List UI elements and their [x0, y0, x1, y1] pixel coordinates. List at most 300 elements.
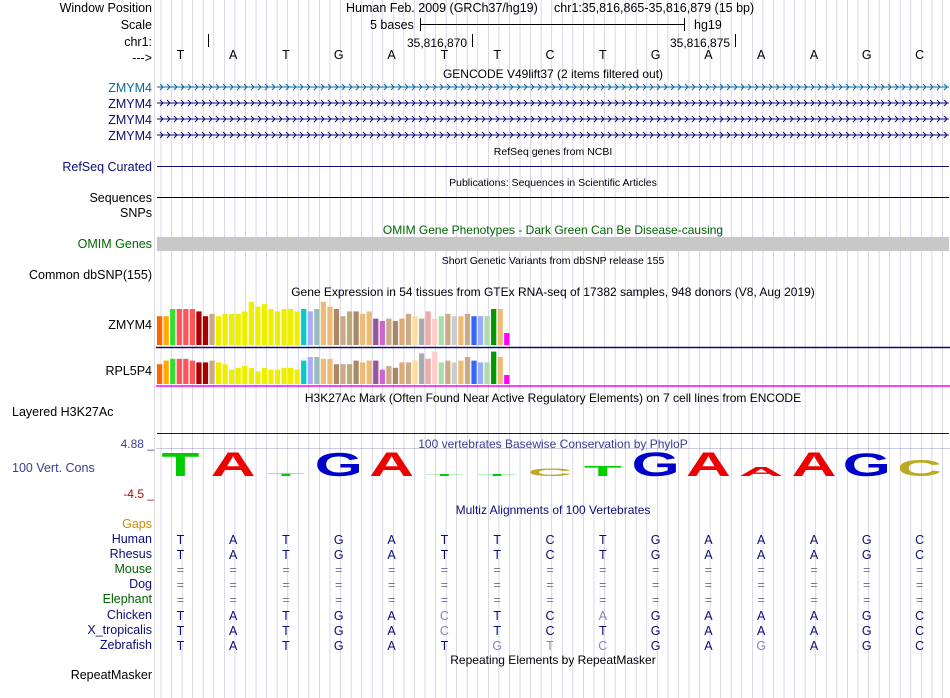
gtex-gene-label[interactable]: ZMYM4	[108, 318, 152, 332]
multiz-base: A	[704, 638, 713, 653]
gtex-bar[interactable]	[209, 314, 214, 345]
gtex-bar[interactable]	[262, 368, 267, 384]
gtex-bar[interactable]	[367, 361, 372, 384]
gtex-bar[interactable]	[209, 361, 214, 384]
conservation-letter: T	[425, 473, 464, 477]
gtex-bar[interactable]	[426, 359, 431, 384]
ruler-coord-1: 35,816,870	[407, 36, 468, 50]
gtex-bar[interactable]	[504, 333, 509, 345]
sequence-base: A	[387, 48, 396, 62]
refseq-track-title: RefSeq genes from NCBI	[493, 146, 613, 158]
conservation-letter: G	[842, 448, 891, 484]
gencode-transcripts[interactable]	[156, 80, 950, 144]
multiz-base: A	[809, 533, 819, 547]
gencode-item-label[interactable]: ZMYM4	[108, 129, 152, 143]
h3k27ac-track-label[interactable]: Layered H3K27Ac	[12, 405, 114, 419]
gtex-bar[interactable]	[419, 353, 424, 384]
multiz-base: T	[282, 548, 290, 563]
sequence-base: G	[333, 48, 344, 62]
multiz-base: T	[282, 623, 290, 638]
conservation-min-label: -4.5 _	[123, 487, 154, 501]
multiz-base: =	[599, 563, 607, 578]
multiz-base: T	[440, 638, 449, 653]
gtex-bar[interactable]	[295, 370, 300, 384]
conservation-track-title: 100 vertebrates Basewise Conservation by PhyloP	[418, 437, 688, 451]
sequence-base: T	[282, 48, 290, 62]
multiz-base: =	[493, 593, 501, 608]
publications-line[interactable]	[157, 197, 949, 198]
multiz-base: =	[176, 593, 185, 608]
gtex-bar[interactable]	[393, 321, 398, 345]
multiz-base: A	[387, 533, 396, 547]
multiz-base: A	[229, 623, 238, 638]
gtex-bar[interactable]	[432, 319, 437, 345]
gtex-bar[interactable]	[249, 368, 254, 384]
gtex-bar[interactable]	[412, 361, 417, 384]
multiz-base: =	[229, 563, 237, 578]
gtex-bar[interactable]	[288, 309, 293, 345]
multiz-base: G	[650, 623, 661, 638]
multiz-base: A	[757, 533, 766, 547]
conservation-max-label: 4.88 _	[120, 437, 154, 451]
gtex-bar[interactable]	[236, 314, 241, 345]
multiz-base: G	[650, 608, 661, 623]
gtex-bar[interactable]	[183, 309, 188, 345]
gtex-bar[interactable]	[471, 361, 476, 384]
gtex-bar[interactable]	[406, 314, 411, 345]
gtex-bar[interactable]	[478, 316, 483, 345]
multiz-base: G	[650, 638, 661, 653]
conservation-letter: G	[314, 448, 363, 484]
scale-bar-right-tick	[684, 18, 685, 31]
multiz-base: =	[810, 578, 818, 593]
multiz-species-label[interactable]: Mouse	[114, 562, 152, 577]
multiz-base: A	[387, 608, 396, 623]
gtex-bar[interactable]	[275, 311, 280, 345]
gtex-bar[interactable]	[314, 357, 319, 384]
conservation-letter: A	[738, 464, 784, 479]
multiz-base: T	[176, 548, 185, 563]
multiz-base: T	[176, 623, 185, 638]
multiz-base: A	[809, 623, 819, 638]
multiz-base: =	[599, 578, 607, 593]
gtex-bar[interactable]	[196, 362, 201, 384]
gencode-item-label[interactable]: ZMYM4	[108, 81, 152, 95]
gtex-bar[interactable]	[498, 309, 503, 345]
multiz-base: T	[493, 548, 501, 563]
scale-bar-left-tick	[420, 18, 421, 31]
multiz-base: T	[598, 548, 607, 563]
multiz-base: =	[387, 578, 396, 593]
assembly-text: Human Feb. 2009 (GRCh37/hg19)	[346, 1, 538, 15]
gtex-bar[interactable]	[399, 319, 404, 345]
gtex-bar[interactable]	[275, 370, 280, 384]
multiz-base: A	[229, 638, 238, 653]
gtex-bar[interactable]	[340, 316, 345, 345]
multiz-base: G	[861, 638, 872, 653]
multiz-base: C	[545, 608, 555, 623]
multiz-gaps-label[interactable]: Gaps	[122, 517, 152, 531]
multiz-base: A	[598, 608, 607, 623]
multiz-base: =	[546, 578, 554, 593]
gtex-bar[interactable]	[354, 311, 359, 345]
sequence-base: T	[440, 48, 449, 62]
publications-track-label[interactable]: Sequences	[89, 191, 152, 205]
gtex-bar[interactable]	[321, 302, 326, 345]
gtex-bar[interactable]	[170, 309, 175, 345]
multiz-base: =	[229, 593, 237, 608]
multiz-base: A	[387, 638, 396, 653]
multiz-base: =	[282, 578, 290, 593]
gtex-bar[interactable]	[190, 309, 195, 345]
gtex-bar[interactable]	[216, 362, 221, 384]
multiz-base: =	[440, 578, 449, 593]
strand-label: --->	[132, 51, 152, 65]
gtex-bar[interactable]	[229, 314, 234, 345]
sequence-base: A	[229, 48, 238, 62]
gtex-bar[interactable]	[393, 368, 398, 384]
gtex-bar[interactable]	[406, 362, 411, 384]
multiz-base: A	[229, 548, 238, 563]
multiz-base: A	[704, 608, 713, 623]
multiz-base: C	[545, 623, 555, 638]
gtex-bar[interactable]	[504, 375, 509, 384]
multiz-base: T	[493, 533, 501, 547]
omim-track-label[interactable]: OMIM Genes	[77, 237, 152, 251]
multiz-base: =	[757, 593, 765, 608]
gtex-bar[interactable]	[439, 362, 444, 384]
multiz-base: =	[176, 563, 185, 578]
window-position-label: Window Position	[59, 1, 152, 15]
multiz-base: =	[704, 593, 713, 608]
multiz-base: C	[915, 533, 925, 547]
sequence-base: A	[809, 48, 819, 62]
multiz-base: =	[810, 593, 818, 608]
multiz-base: T	[176, 608, 185, 623]
gtex-bar[interactable]	[242, 311, 247, 345]
gtex-bar[interactable]	[491, 352, 496, 384]
snps-track-label[interactable]: SNPs	[120, 206, 152, 220]
multiz-base: =	[757, 563, 765, 578]
gtex-bar[interactable]	[380, 321, 385, 345]
multiz-base: A	[809, 548, 819, 563]
multiz-base: T	[282, 533, 290, 547]
gtex-bar[interactable]	[380, 370, 385, 384]
multiz-track-title: Multiz Alignments of 100 Vertebrates	[455, 503, 651, 517]
multiz-base: T	[440, 533, 449, 547]
gtex-bar[interactable]	[268, 309, 273, 345]
scale-label: Scale	[120, 18, 152, 32]
gtex-bar[interactable]	[255, 371, 260, 384]
multiz-base: C	[439, 623, 449, 638]
multiz-base: =	[599, 593, 607, 608]
gtex-bar[interactable]	[386, 319, 391, 345]
multiz-base: =	[493, 578, 501, 593]
gtex-bar[interactable]	[223, 314, 228, 345]
gtex-bar[interactable]	[249, 302, 254, 345]
multiz-base: C	[545, 548, 555, 563]
gtex-bar[interactable]	[281, 309, 286, 345]
sequence-base: G	[861, 48, 872, 62]
multiz-base: =	[440, 563, 449, 578]
multiz-base: G	[333, 533, 344, 547]
multiz-species-label[interactable]: Zebrafish	[99, 637, 152, 652]
multiz-base: =	[282, 563, 290, 578]
gtex-bar-chart[interactable]	[156, 298, 950, 390]
multiz-base: A	[704, 548, 713, 563]
multiz-base: T	[546, 638, 554, 653]
refseq-track-label[interactable]: RefSeq Curated	[62, 160, 152, 174]
gtex-bar[interactable]	[498, 357, 503, 384]
multiz-base: A	[387, 623, 396, 638]
multiz-base: A	[809, 608, 819, 623]
multiz-base: =	[651, 563, 660, 578]
gtex-bar[interactable]	[308, 357, 313, 384]
multiz-base: G	[861, 548, 872, 563]
multiz-base: G	[650, 548, 661, 563]
conservation-letter: A	[791, 448, 837, 484]
sequence-base: C	[545, 48, 555, 62]
multiz-base: =	[704, 578, 713, 593]
scale-text: 5 bases	[370, 18, 414, 32]
gtex-bar[interactable]	[478, 362, 483, 384]
conservation-letter: G	[631, 448, 680, 484]
conservation-logo[interactable]	[156, 448, 950, 498]
gtex-bar[interactable]	[327, 359, 332, 384]
multiz-base: G	[650, 533, 661, 547]
gtex-bar[interactable]	[203, 362, 208, 384]
gtex-bar[interactable]	[327, 307, 332, 345]
multiz-base: =	[546, 563, 554, 578]
sequence-base: G	[650, 48, 661, 62]
gtex-bar[interactable]	[242, 366, 247, 384]
multiz-base: G	[333, 548, 344, 563]
multiz-species-label[interactable]: Dog	[129, 577, 152, 592]
gencode-item-label[interactable]: ZMYM4	[108, 113, 152, 127]
gtex-bar[interactable]	[347, 311, 352, 345]
gtex-bar[interactable]	[419, 319, 424, 345]
multiz-base: C	[915, 608, 925, 623]
multiz-base: T	[493, 608, 501, 623]
gtex-bar[interactable]	[295, 311, 300, 345]
gtex-bar[interactable]	[347, 364, 352, 384]
ruler-tick-1	[472, 34, 473, 47]
multiz-base: T	[282, 608, 290, 623]
repeatmasker-track-title: Repeating Elements by RepeatMasker	[450, 653, 656, 667]
multiz-base: T	[598, 623, 607, 638]
gtex-bar[interactable]	[439, 316, 444, 345]
gtex-bar[interactable]	[281, 368, 286, 384]
gtex-bar[interactable]	[373, 361, 378, 384]
multiz-base: =	[440, 593, 449, 608]
position-text[interactable]: chr1:35,816,865-35,816,879 (15 bp)	[554, 1, 755, 15]
gtex-bar[interactable]	[399, 362, 404, 384]
gtex-bar[interactable]	[334, 309, 339, 345]
gtex-gene-label[interactable]: RPL5P4	[105, 364, 152, 378]
multiz-base: =	[546, 593, 554, 608]
gtex-bar[interactable]	[471, 316, 476, 345]
multiz-base: =	[704, 563, 713, 578]
gtex-bar[interactable]	[223, 364, 228, 384]
multiz-base: C	[915, 623, 925, 638]
gtex-bar[interactable]	[386, 366, 391, 384]
gtex-bar[interactable]	[177, 359, 182, 384]
multiz-base: =	[863, 593, 871, 608]
conservation-letter: A	[210, 448, 256, 484]
multiz-species-label[interactable]: Rhesus	[109, 547, 152, 562]
gtex-bar[interactable]	[236, 368, 241, 384]
conservation-letter: A	[369, 448, 414, 484]
gtex-bar[interactable]	[465, 357, 470, 384]
sequence-base: T	[176, 48, 185, 62]
gtex-bar[interactable]	[360, 362, 365, 384]
gtex-bar[interactable]	[314, 309, 319, 345]
multiz-base: C	[915, 548, 925, 563]
gtex-bar[interactable]	[157, 364, 162, 384]
multiz-base: G	[333, 608, 344, 623]
sequence-base: A	[704, 48, 713, 62]
multiz-base: G	[861, 623, 872, 638]
gencode-track-title: GENCODE V49lift37 (2 items filtered out)	[442, 67, 664, 81]
gtex-bar[interactable]	[360, 314, 365, 345]
dbsnp-track-label[interactable]: Common dbSNP(155)	[29, 268, 152, 282]
gtex-bar[interactable]	[334, 364, 339, 384]
multiz-base: T	[440, 548, 449, 563]
multiz-base: =	[651, 578, 660, 593]
multiz-base: A	[229, 608, 238, 623]
multiz-base: =	[915, 563, 924, 578]
conservation-letter: A	[686, 448, 731, 484]
gtex-bar[interactable]	[452, 362, 457, 384]
multiz-base: G	[333, 638, 344, 653]
gtex-bar[interactable]	[412, 316, 417, 345]
multiz-base: A	[757, 623, 766, 638]
gtex-bar[interactable]	[216, 316, 221, 345]
multiz-species-label[interactable]: Chicken	[106, 607, 152, 622]
gtex-bar[interactable]	[229, 370, 234, 384]
sequence-base: C	[915, 48, 925, 62]
gtex-bar[interactable]	[308, 311, 313, 345]
ruler-coord-2: 35,816,875	[670, 36, 731, 50]
multiz-base: =	[387, 593, 396, 608]
gtex-bar[interactable]	[458, 361, 463, 384]
gtex-bar[interactable]	[164, 316, 169, 345]
multiz-base: A	[757, 608, 766, 623]
multiz-base: C	[915, 638, 925, 653]
ruler-tick-start	[208, 34, 209, 47]
multiz-base: C	[439, 608, 449, 623]
repeatmasker-track-label[interactable]: RepeatMasker	[70, 668, 152, 682]
gtex-bar[interactable]	[301, 361, 306, 384]
gtex-bar[interactable]	[432, 352, 437, 384]
multiz-base: T	[176, 533, 185, 547]
gtex-bar[interactable]	[190, 361, 195, 384]
ruler-tick-2	[735, 34, 736, 47]
multiz-base: =	[493, 563, 501, 578]
conservation-track-label[interactable]: 100 Vert. Cons	[12, 461, 95, 475]
gtex-bar[interactable]	[485, 362, 490, 384]
conservation-letter: C	[897, 455, 942, 481]
multiz-base: =	[387, 563, 396, 578]
multiz-species-label[interactable]: Elephant	[102, 592, 152, 607]
gtex-bar[interactable]	[255, 307, 260, 345]
gtex-bar[interactable]	[354, 361, 359, 384]
gtex-bar[interactable]	[373, 319, 378, 345]
gtex-bar[interactable]	[491, 309, 496, 345]
h3k27ac-track-title: H3K27Ac Mark (Often Found Near Active Regulatory Elements) on 7 cell lines from ENCODE	[304, 391, 802, 405]
multiz-base: G	[861, 533, 872, 547]
multiz-base: =	[229, 578, 237, 593]
omim-track-title: OMIM Gene Phenotypes - Dark Green Can Be Disease-causing	[382, 223, 724, 237]
gtex-bar[interactable]	[177, 309, 182, 345]
multiz-base: A	[229, 533, 238, 547]
gtex-bar[interactable]	[288, 368, 293, 384]
sequence-base: A	[757, 48, 766, 62]
gtex-bar[interactable]	[426, 311, 431, 345]
multiz-base: A	[757, 548, 766, 563]
conservation-letter: C	[527, 465, 573, 479]
gtex-track-title: Gene Expression in 54 tissues from GTEx RNA-seq of 17382 samples, 948 donors (V8, Aug 2019)	[291, 285, 815, 299]
gtex-bar[interactable]	[340, 364, 345, 384]
multiz-base: =	[176, 578, 185, 593]
multiz-base: T	[493, 623, 501, 638]
multiz-base: =	[915, 578, 924, 593]
gtex-bar[interactable]	[485, 316, 490, 345]
multiz-base: A	[809, 638, 819, 653]
multiz-species-label[interactable]: X_tropicalis	[87, 622, 152, 637]
dbsnp-track-title: Short Genetic Variants from dbSNP release 155	[441, 255, 665, 267]
chrom-label: chr1:	[124, 35, 152, 49]
gtex-bar[interactable]	[157, 316, 162, 345]
multiz-base: T	[176, 638, 185, 653]
multiz-base: =	[810, 563, 818, 578]
gtex-bar[interactable]	[170, 359, 175, 384]
multiz-base: =	[335, 578, 343, 593]
multiz-base: =	[757, 578, 765, 593]
gtex-bar[interactable]	[367, 311, 372, 345]
multiz-base: =	[863, 578, 871, 593]
multiz-base: G	[756, 638, 767, 653]
gtex-bar[interactable]	[164, 361, 169, 384]
gtex-bar[interactable]	[445, 361, 450, 384]
gtex-bar[interactable]	[445, 314, 450, 345]
gtex-bar[interactable]	[268, 370, 273, 384]
gtex-bar[interactable]	[203, 316, 208, 345]
conservation-letter: T	[161, 448, 200, 484]
conservation-letter: T	[583, 462, 622, 480]
gtex-bar[interactable]	[262, 304, 267, 345]
gtex-bar[interactable]	[301, 309, 306, 345]
gencode-item-label[interactable]: ZMYM4	[108, 97, 152, 111]
gtex-bar[interactable]	[458, 316, 463, 345]
gtex-bar[interactable]	[321, 359, 326, 384]
multiz-species-label[interactable]: Human	[111, 532, 152, 546]
gtex-bar[interactable]	[196, 311, 201, 345]
gtex-bar[interactable]	[452, 316, 457, 345]
refseq-gene-line[interactable]	[157, 166, 949, 167]
gtex-bar[interactable]	[465, 314, 470, 345]
sequence-base: T	[493, 48, 501, 62]
multiz-base: T	[282, 638, 290, 653]
omim-gene-bar[interactable]	[157, 237, 949, 251]
multiz-base: G	[333, 623, 344, 638]
multiz-base: G	[492, 638, 503, 653]
multiz-base: C	[598, 638, 608, 653]
multiz-base: C	[545, 533, 555, 547]
multiz-base: T	[598, 533, 607, 547]
publications-track-title: Publications: Sequences in Scientific Articles	[449, 177, 657, 189]
gtex-bar[interactable]	[183, 359, 188, 384]
